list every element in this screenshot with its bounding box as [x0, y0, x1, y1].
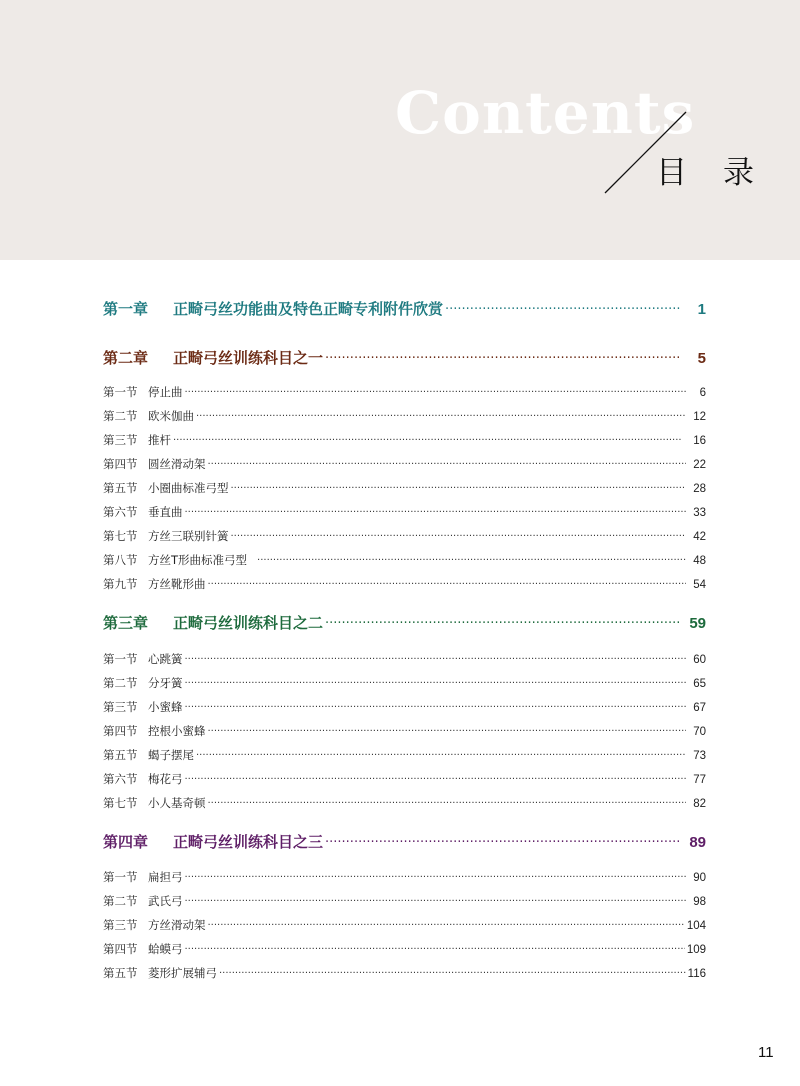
dot-leader — [196, 750, 686, 761]
section-title: 扁担弓 — [148, 870, 183, 884]
dot-leader — [173, 435, 686, 446]
section-title: 心跳簧 — [148, 652, 183, 666]
section-label: 第五节 — [103, 748, 138, 762]
section-label: 第五节 — [103, 966, 138, 980]
toc-chapter-3[interactable] — [103, 612, 706, 633]
toc-section[interactable] — [103, 552, 706, 568]
chapter-label: 第四章 — [103, 833, 149, 851]
section-title: 欧米伽曲 — [148, 409, 194, 423]
section-label: 第八节 — [103, 553, 138, 567]
section-label: 第一节 — [103, 652, 138, 666]
section-title: 小人基奇顿 — [148, 796, 206, 810]
section-page: 28 — [693, 483, 706, 495]
dot-leader — [208, 579, 687, 590]
section-label: 第四节 — [103, 942, 138, 956]
section-label: 第四节 — [103, 724, 138, 738]
dot-leader — [185, 896, 687, 907]
chapter-page: 89 — [689, 834, 706, 851]
chapter-label: 第一章 — [103, 300, 149, 318]
section-label: 第七节 — [103, 796, 138, 810]
section-title: 蛤蟆弓 — [148, 942, 183, 956]
section-page: 33 — [693, 507, 706, 519]
toc-section[interactable] — [103, 699, 706, 715]
section-label: 第三节 — [103, 700, 138, 714]
section-page: 67 — [693, 702, 706, 714]
toc-section[interactable] — [103, 651, 706, 667]
contents-title-chinese — [656, 155, 754, 191]
dot-leader — [185, 507, 687, 518]
section-page: 98 — [693, 896, 706, 908]
slash-divider-icon — [0, 0, 800, 260]
section-title: 方丝T形曲标准弓型 — [148, 553, 248, 567]
dot-leader — [231, 483, 687, 494]
section-page: 6 — [699, 387, 706, 399]
toc-section[interactable] — [103, 480, 706, 496]
toc-section[interactable] — [103, 456, 706, 472]
toc-section[interactable] — [103, 747, 706, 763]
section-page: 22 — [693, 459, 706, 471]
dot-leader — [325, 351, 680, 366]
page-number: 11 — [758, 1044, 774, 1061]
section-page: 90 — [693, 872, 706, 884]
section-title: 方丝三联别针簧 — [148, 529, 229, 543]
section-page: 77 — [693, 774, 706, 786]
section-label: 第一节 — [103, 870, 138, 884]
chapter-title: 正畸弓丝功能曲及特色正畸专利附件欣赏 — [173, 300, 444, 318]
toc-section[interactable] — [103, 504, 706, 520]
dot-leader — [185, 774, 687, 785]
title-char-1: 目 — [656, 155, 687, 191]
dot-leader — [208, 459, 687, 470]
toc-section[interactable] — [103, 528, 706, 544]
section-title: 小圈曲标准弓型 — [148, 481, 229, 495]
section-page: 60 — [693, 654, 706, 666]
section-label: 第六节 — [103, 505, 138, 519]
dot-leader — [185, 944, 685, 955]
toc-section[interactable] — [103, 941, 706, 957]
section-page: 54 — [693, 579, 706, 591]
section-page: 109 — [686, 944, 706, 956]
toc-section[interactable] — [103, 917, 706, 933]
toc-section[interactable] — [103, 432, 706, 448]
toc-section[interactable] — [103, 576, 706, 592]
section-title: 垂直曲 — [148, 505, 183, 519]
chapter-page: 59 — [689, 615, 706, 632]
dot-leader — [185, 387, 687, 398]
toc-section[interactable] — [103, 869, 706, 885]
toc-section[interactable] — [103, 675, 706, 691]
chapter-page: 1 — [697, 301, 706, 318]
section-title: 控根小蜜蜂 — [148, 724, 206, 738]
chapter-label: 第三章 — [103, 614, 149, 632]
section-page: 70 — [693, 726, 706, 738]
dot-leader — [208, 798, 687, 809]
section-title: 蝎子摆尾 — [148, 748, 194, 762]
toc-chapter-1[interactable] — [103, 298, 706, 319]
chapter-page: 5 — [697, 350, 706, 367]
dot-leader — [185, 654, 687, 665]
section-label: 第九节 — [103, 577, 138, 591]
dot-leader — [445, 302, 680, 317]
dot-leader — [185, 702, 687, 713]
section-label: 第五节 — [103, 481, 138, 495]
section-page: 48 — [693, 555, 706, 567]
section-title: 方丝靴形曲 — [148, 577, 206, 591]
contents-title-english: Contents — [395, 79, 696, 147]
section-title: 小蜜蜂 — [148, 700, 183, 714]
chapter-title: 正畸弓丝训练科目之二 — [173, 614, 324, 632]
dot-leader — [208, 726, 687, 737]
toc-section[interactable] — [103, 965, 706, 981]
section-title: 武氏弓 — [148, 894, 183, 908]
section-page: 65 — [693, 678, 706, 690]
dot-leader — [208, 920, 685, 931]
section-label: 第二节 — [103, 676, 138, 690]
section-label: 第二节 — [103, 894, 138, 908]
dot-leader — [196, 411, 686, 422]
section-title: 分牙簧 — [148, 676, 183, 690]
toc-section[interactable] — [103, 795, 706, 811]
chapter-title: 正畸弓丝训练科目之一 — [173, 349, 324, 367]
section-title: 菱形扩展辅弓 — [148, 966, 217, 980]
section-label: 第四节 — [103, 457, 138, 471]
dot-leader — [325, 616, 680, 631]
dot-leader — [219, 968, 686, 979]
section-title: 方丝滑动架 — [148, 918, 206, 932]
section-page: 73 — [693, 750, 706, 762]
toc-section[interactable] — [103, 384, 706, 400]
toc-section[interactable] — [103, 408, 706, 424]
toc-section[interactable] — [103, 771, 706, 787]
title-char-2: 录 — [723, 155, 754, 191]
section-page: 16 — [693, 435, 706, 447]
toc-section[interactable] — [103, 723, 706, 739]
section-page: 42 — [693, 531, 706, 543]
toc-section[interactable] — [103, 893, 706, 909]
section-page: 116 — [687, 968, 706, 980]
section-label: 第三节 — [103, 433, 138, 447]
toc-chapter-2[interactable] — [103, 347, 706, 368]
dot-leader — [257, 555, 686, 566]
section-label: 第二节 — [103, 409, 138, 423]
section-title: 停止曲 — [148, 385, 183, 399]
section-page: 12 — [693, 411, 706, 423]
section-title: 推杆 — [148, 433, 171, 447]
toc-chapter-4[interactable] — [103, 831, 706, 852]
section-page: 82 — [693, 798, 706, 810]
section-label: 第六节 — [103, 772, 138, 786]
section-title: 圆丝滑动架 — [148, 457, 206, 471]
chapter-label: 第二章 — [103, 349, 149, 367]
section-title: 梅花弓 — [148, 772, 183, 786]
dot-leader — [185, 872, 687, 883]
section-label: 第七节 — [103, 529, 138, 543]
dot-leader — [325, 835, 680, 850]
section-label: 第三节 — [103, 918, 138, 932]
section-page: 104 — [686, 920, 706, 932]
dot-leader — [185, 678, 687, 689]
chapter-title: 正畸弓丝训练科目之三 — [173, 833, 324, 851]
section-label: 第一节 — [103, 385, 138, 399]
dot-leader — [231, 531, 687, 542]
